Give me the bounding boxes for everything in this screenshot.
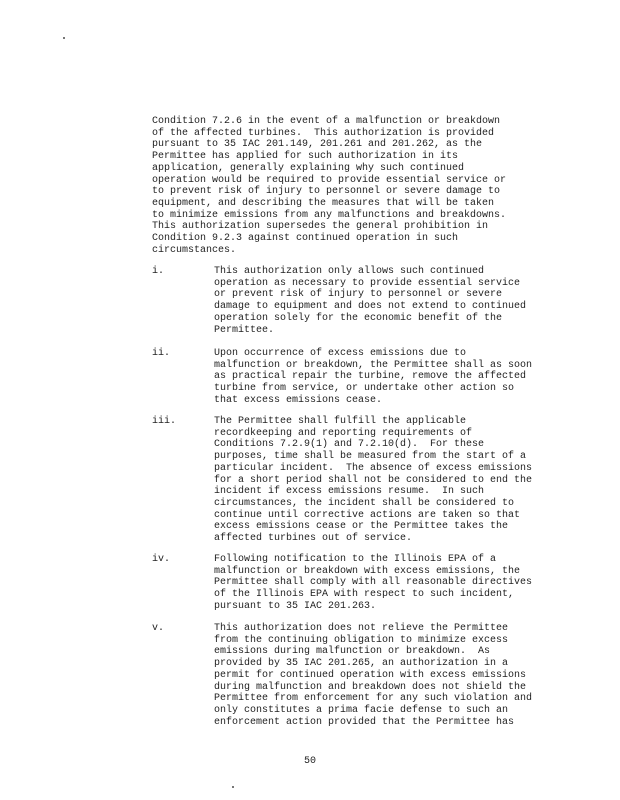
list-marker: ii. <box>152 348 171 359</box>
list-marker: iii. <box>152 416 177 427</box>
scan-speck <box>232 786 234 788</box>
intro-paragraph: Condition 7.2.6 in the event of a malfunction or breakdown of the affected turbines. This authorization is provided pursuant to 35 IAC 201.149, 201.261 and 201.262, as the Permittee has applied for such authorization in its application, generally explaining why such continued operation would be required to provide essential service or to prevent risk of injury to personnel or severe damage to equipment, and describing the measures that will be taken to minimize emissions from any malfunctions and breakdowns. This authorization supersedes the general prohibition in Condition 9.2.3 against continued operation in such circumstances. <box>152 116 507 256</box>
list-item-text: The Permittee shall fulfill the applicable recordkeeping and reporting requirements of Conditions 7.2.9(1) and 7.2.10(d). For these purposes, time shall be measured from the start of a particular incident. The absence of excess emissions for a short period shall not be considered to end the incident if excess emissions resume. In such circumstances, the incident shall be considered to continue until corrective actions are taken so that excess emissions cease or the Permittee takes the affected turbines out of service. <box>214 416 533 545</box>
scan-speck <box>63 37 65 39</box>
list-item-text: Upon occurrence of excess emissions due to malfunction or breakdown, the Permittee shall as soon as practical repair the turbine, remove the affected turbine from service, or undertake other action so that excess emissions cease. <box>214 348 533 406</box>
list-marker: v. <box>152 623 165 634</box>
list-marker: i. <box>152 266 165 277</box>
list-item-text: This authorization does not relieve the Permittee from the continuing obligation to minimize excess emissions during malfunction or breakdown. As provided by 35 IAC 201.265, an authorization in a permit for continued operation with excess emissions during malfunction and breakdown does not shield the Permittee from enforcement for any such violation and only constitutes a prima facie defense to such an enforcement action provided that the Permittee has <box>214 623 533 728</box>
list-marker: iv. <box>152 554 171 565</box>
page-number: 50 <box>303 756 316 767</box>
list-item-text: This authorization only allows such continued operation as necessary to provide essential service or prevent risk of injury to personnel or severe damage to equipment and does not extend to continued operation solely for the economic benefit of the Permittee. <box>214 266 527 336</box>
list-item-text: Following notification to the Illinois EPA of a malfunction or breakdown with excess emissions, the Permittee shall comply with all reasonable directives of the Illinois EPA with respect to such incident, pursuant to 35 IAC 201.263. <box>214 554 533 612</box>
